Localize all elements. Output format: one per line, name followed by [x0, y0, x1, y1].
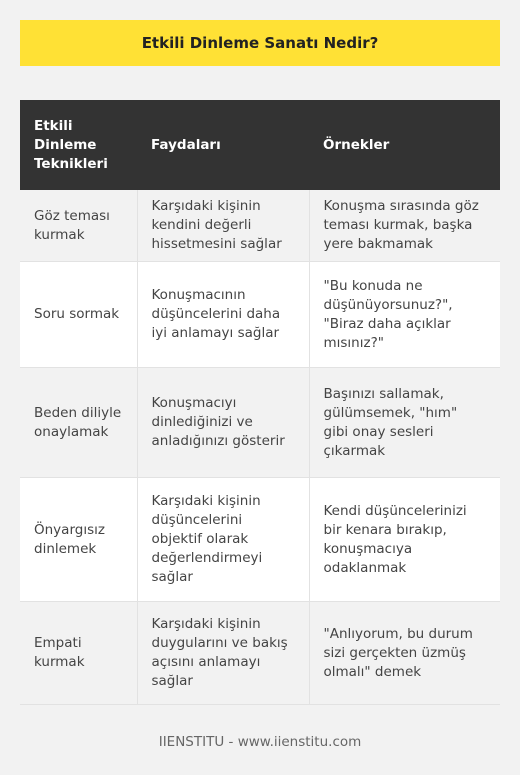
technique-cell: Beden diliyle onaylamak	[20, 368, 137, 478]
benefit-cell: Konuşmacıyı dinlediğinizi ve anladığınızı gösterir	[137, 368, 309, 478]
technique-cell: Önyargısız dinlemek	[20, 478, 137, 602]
table-header-row	[20, 100, 500, 190]
table-row	[20, 262, 500, 368]
footer-credit: IIENSTITU - www.iienstitu.com	[158, 734, 362, 750]
example-cell: Başınızı sallamak, gülümsemek, "hım" gibi onay sesleri çıkarmak	[309, 368, 500, 478]
technique-cell: Soru sormak	[20, 262, 137, 368]
page-title: Etkili Dinleme Sanatı Nedir?	[20, 20, 500, 66]
benefit-cell: Karşıdaki kişinin kendini değerli hissetmesini sağlar	[137, 190, 309, 262]
header-techniques: Etkili Dinleme Teknikleri	[20, 100, 137, 190]
header-benefits: Faydaları	[137, 100, 309, 190]
techniques-table	[20, 100, 500, 705]
table-row	[20, 190, 500, 262]
example-cell: "Anlıyorum, bu durum sizi gerçekten üzmüş olmalı" demek	[309, 602, 500, 705]
table-row	[20, 368, 500, 478]
technique-cell: Göz teması kurmak	[20, 190, 137, 262]
benefit-cell: Karşıdaki kişinin düşüncelerini objektif olarak değerlendirmeyi sağlar	[137, 478, 309, 602]
example-cell: Konuşma sırasında göz teması kurmak, başka yere bakmamak	[309, 190, 500, 262]
example-cell: Kendi düşüncelerinizi bir kenara bırakıp, konuşmacıya odaklanmak	[309, 478, 500, 602]
example-cell: "Bu konuda ne düşünüyorsunuz?", "Biraz daha açıklar mısınız?"	[309, 262, 500, 368]
technique-cell: Empati kurmak	[20, 602, 137, 705]
benefit-cell: Karşıdaki kişinin duygularını ve bakış açısını anlamayı sağlar	[137, 602, 309, 705]
table-row	[20, 602, 500, 705]
benefit-cell: Konuşmacının düşüncelerini daha iyi anlamayı sağlar	[137, 262, 309, 368]
header-examples: Örnekler	[309, 100, 500, 190]
table-row	[20, 478, 500, 602]
